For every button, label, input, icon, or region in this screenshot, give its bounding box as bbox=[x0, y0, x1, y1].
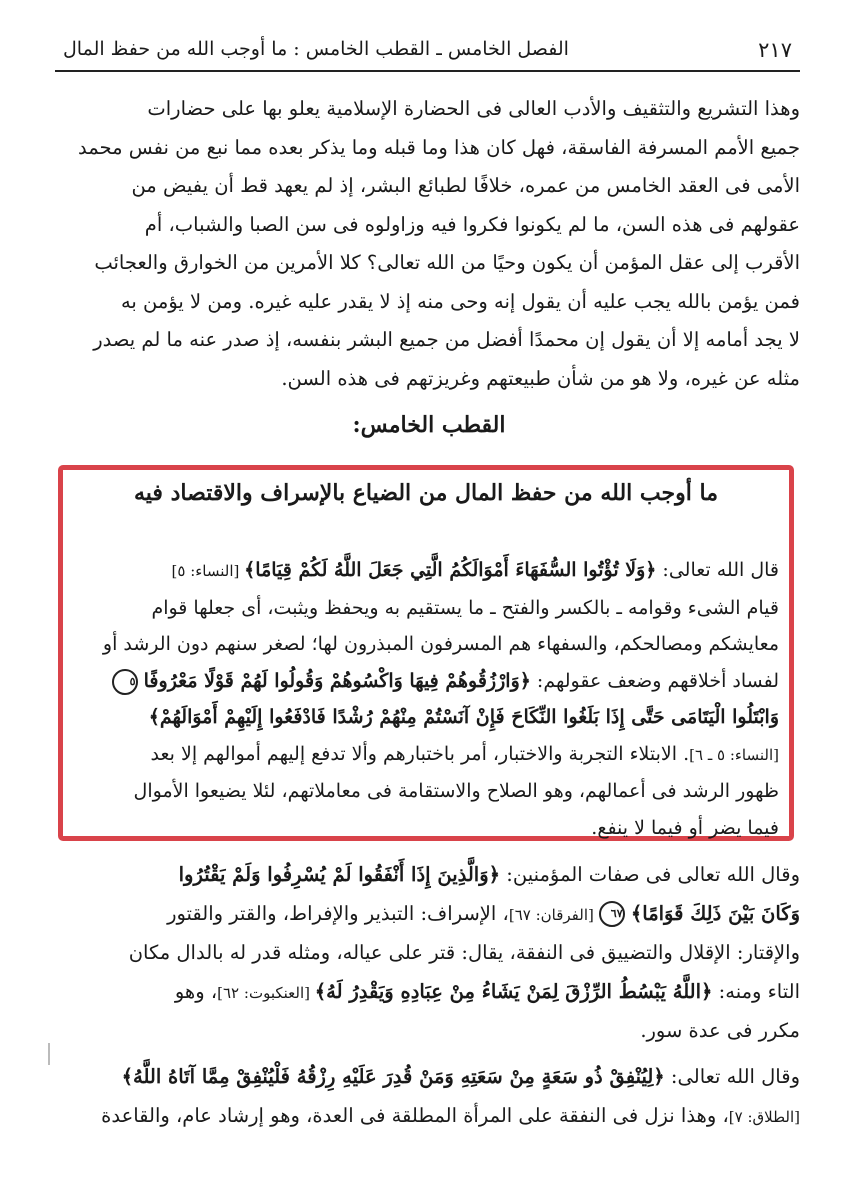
running-header bbox=[55, 34, 800, 72]
intro-text: قال الله تعالى: bbox=[656, 559, 779, 581]
page-number: ٢١٧ bbox=[758, 38, 792, 62]
text-line: قيام الشىء وقوامه ـ بالكسر والفتح ـ ما يستقيم به ويحفظ ويثبت، أى جعلها قوام bbox=[151, 596, 779, 619]
text-line bbox=[77, 736, 779, 774]
intro-paragraph bbox=[62, 90, 800, 398]
text-line: فمن يؤمن بالله يجب عليه أن يقول إنه وحى منه إذ لا يقدر عليه غيره. ومن لا يؤمن به bbox=[120, 289, 800, 313]
text-line: الأمى فى العقد الخامس من عمره، خلافًا لطبائع البشر، إذ لم يعهد قط أن يفيض من bbox=[131, 174, 800, 197]
text-line bbox=[62, 895, 800, 935]
section-heading: القطب الخامس: bbox=[352, 412, 506, 438]
section-title: ما أوجب الله من حفظ المال من الضياع بالإسراف والاقتصاد فيه bbox=[134, 480, 718, 506]
text-line bbox=[77, 552, 779, 590]
text-line bbox=[77, 699, 779, 736]
text-line: جميع الأمم المسرفة الفاسقة، فهل كان هذا وما قبله وما يذكر بعده مما نبع من نفس محمد bbox=[77, 135, 800, 159]
highlighted-section-box bbox=[58, 465, 794, 841]
section-body bbox=[77, 552, 779, 846]
header-title: الفصل الخامس ـ القطب الخامس : ما أوجب الله من حفظ المال bbox=[63, 38, 569, 60]
verse-reference: [الطلاق: ٧] bbox=[728, 1107, 800, 1126]
text-line bbox=[77, 663, 779, 700]
text-line bbox=[62, 1097, 800, 1137]
intro-text: وقال الله تعالى: bbox=[664, 1065, 800, 1088]
commentary-text: . الابتلاء التجربة والاختبار، أمر باختبارهم وألا تدفع إليهم أموالهم إلا بعد bbox=[150, 742, 690, 765]
verse-reference: [النساء: ٥ ـ ٦] bbox=[689, 745, 779, 764]
quran-verse: ﴿لِيُنْفِقْ ذُو سَعَةٍ مِنْ سَعَتِهِ وَمَنْ قُدِرَ عَلَيْهِ رِزْقُهُ فَلْيُنْفِقْ مِمَّا آتَاهُ اللَّهُ﴾ bbox=[121, 1065, 665, 1088]
verse-reference: [النساء: ٥] bbox=[171, 562, 245, 580]
paragraph-believers bbox=[62, 856, 800, 1051]
text-line: مكرر فى عدة سور. bbox=[640, 1019, 800, 1042]
intro-text: وقال الله تعالى فى صفات المؤمنين: bbox=[500, 863, 800, 886]
text-line: وهذا التشريع والتثقيف والأدب العالى فى الحضارة الإسلامية يعلو بها على حضارات bbox=[147, 97, 800, 120]
margin-mark bbox=[48, 1043, 50, 1065]
text-line: ظهور الرشد فى أعمالهم، وهو الصلاح والاستقامة فى معاملاتهم، لئلا يضيعوا الأموال bbox=[133, 780, 779, 802]
text-line: معايشكم ومصالحكم، والسفهاء هم المسرفون المبذرون لها؛ لصغر سنهم دون الرشد أو bbox=[102, 633, 779, 655]
text-line: لا يجد أمامه إلا أن يقول إن محمدًا أفضل من جميع البشر بنفسه، إذ صدر عنه ما لم يصدر bbox=[93, 328, 800, 351]
quran-verse: وَابْتَلُوا الْيَتَامَى حَتَّى إِذَا بَلَغُوا النِّكَاحَ فَإِنْ آنَسْتُمْ مِنْهُمْ رُشْدًا فَادْفَعُوا إِلَيْهِمْ أَمْوَالَهُمْ﴾ bbox=[148, 706, 779, 728]
text-line bbox=[62, 856, 800, 895]
ayah-number-marker: ٦٧ bbox=[599, 901, 625, 927]
quran-verse: ﴿وَارْزُقُوهُمْ فِيهَا وَاكْسُوهُمْ وَقُولُوا لَهُمْ قَوْلًا مَعْرُوفًا bbox=[143, 669, 531, 692]
intro-text: التاء ومنه: bbox=[712, 979, 800, 1003]
quran-verse: ﴿وَالَّذِينَ إِذَا أَنْفَقُوا لَمْ يُسْرِفُوا وَلَمْ يَقْتُرُوا bbox=[178, 863, 501, 886]
quran-verse: وَكَانَ بَيْنَ ذَلِكَ قَوَامًا﴾ bbox=[630, 901, 800, 925]
verse-reference: [الفرقان: ٦٧] bbox=[508, 905, 599, 924]
intro-text: لفساد أخلاقهم وضعف عقولهم: bbox=[530, 669, 779, 692]
commentary-text: ، وهذا نزل فى النفقة على المرأة المطلقة فى العدة، وهو إرشاد عام، والقاعدة bbox=[101, 1103, 729, 1127]
text-line: الأقرب إلى عقل المؤمن أن يكون وحيًا من الله تعالى؟ كلا الأمرين من الخوارق والعجائب bbox=[94, 251, 800, 274]
text-line: والإقتار: الإقلال والتضييق فى النفقة، يقال: قتر على عياله، ومثله قدر له بالدال مكان bbox=[128, 941, 800, 964]
text-line: فيما يضر أو فيما لا ينفع. bbox=[591, 816, 779, 839]
commentary-text: ، وهو bbox=[174, 979, 218, 1003]
text-line bbox=[62, 1058, 800, 1097]
quran-verse: ﴿اللَّهُ يَبْسُطُ الرِّزْقَ لِمَنْ يَشَاءُ مِنْ عِبَادِهِ وَيَقْدِرُ لَهُ﴾ bbox=[314, 979, 713, 1003]
quran-verse: ﴿وَلَا تُؤْتُوا السُّفَهَاءَ أَمْوَالَكُمُ الَّتِي جَعَلَ اللَّهُ لَكُمْ قِيَامًا﴾ bbox=[244, 559, 657, 581]
ayah-number-marker: ٥ bbox=[112, 669, 138, 695]
text-line: مثله عن غيره، ولا هو من شأن طبيعتهم وغريزتهم فى هذه السن. bbox=[281, 366, 800, 390]
verse-reference: [العنكبوت: ٦٢] bbox=[217, 983, 315, 1002]
text-line: عقولهم فى هذه السن، ما لم يكونوا فكروا فيه وزاولوه فى سن الصبا والشباب، أم bbox=[144, 212, 800, 236]
paragraph-spending bbox=[62, 1058, 800, 1136]
commentary-text: ، الإسراف: التبذير والإفراط، والقتر والقتور bbox=[167, 901, 509, 925]
text-line bbox=[62, 973, 800, 1013]
